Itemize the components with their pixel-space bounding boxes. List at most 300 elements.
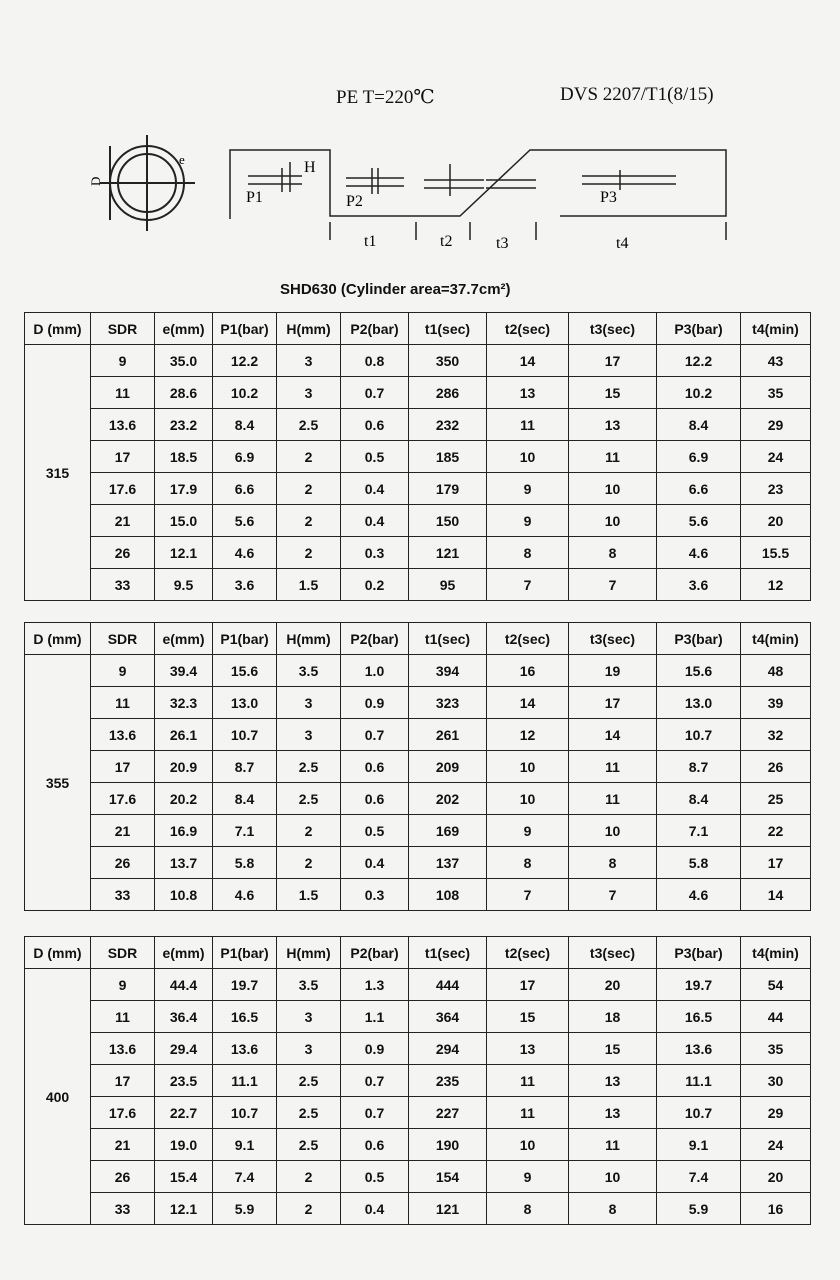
machine-subtitle: SHD630 (Cylinder area=37.7cm²) (280, 281, 511, 298)
p1-label: P1 (246, 189, 263, 206)
t2-label: t2 (440, 233, 453, 250)
table-cell: 13 (487, 1033, 569, 1065)
table-cell: 1.3 (341, 969, 409, 1001)
table-cell: 7 (487, 879, 569, 911)
table-cell: 20 (741, 1161, 811, 1193)
table-cell: 54 (741, 969, 811, 1001)
table-cell: 16 (487, 655, 569, 687)
table-cell: 22.7 (155, 1097, 213, 1129)
table-row (25, 847, 811, 879)
table-cell: 3 (277, 719, 341, 751)
table-row (25, 505, 811, 537)
table-cell: 5.8 (213, 847, 277, 879)
table-row (25, 1001, 811, 1033)
table-cell: 13 (569, 1097, 657, 1129)
table-cell: 0.7 (341, 1097, 409, 1129)
table-cell: 29 (741, 409, 811, 441)
column-header: t3(sec) (569, 937, 657, 969)
table-cell: 36.4 (155, 1001, 213, 1033)
column-header: P3(bar) (657, 937, 741, 969)
column-header: SDR (91, 313, 155, 345)
table-cell: 16.5 (213, 1001, 277, 1033)
table-cell: 9 (487, 815, 569, 847)
table-cell: 15 (487, 1001, 569, 1033)
table-cell: 6.9 (657, 441, 741, 473)
table-cell: 190 (409, 1129, 487, 1161)
welding-cycle-diagram (0, 120, 840, 260)
table-cell: 11 (569, 751, 657, 783)
t4-label: t4 (616, 235, 629, 252)
table-cell: 3 (277, 1033, 341, 1065)
table-cell: 2.5 (277, 751, 341, 783)
table-cell: 2.5 (277, 783, 341, 815)
table-cell: 1.5 (277, 879, 341, 911)
table-row (25, 345, 811, 377)
table-cell: 108 (409, 879, 487, 911)
table-cell: 202 (409, 783, 487, 815)
table-cell: 26 (91, 537, 155, 569)
table-cell: 17 (741, 847, 811, 879)
table-row (25, 687, 811, 719)
data-table-1 (24, 312, 811, 601)
table-cell: 12.1 (155, 1193, 213, 1225)
table-cell: 8 (487, 537, 569, 569)
table-cell: 26.1 (155, 719, 213, 751)
table-cell: 10.2 (213, 377, 277, 409)
table-cell: 15.0 (155, 505, 213, 537)
column-header: t4(min) (741, 313, 811, 345)
column-header: P2(bar) (341, 937, 409, 969)
table-cell: 30 (741, 1065, 811, 1097)
table-cell: 35.0 (155, 345, 213, 377)
table-cell: 43 (741, 345, 811, 377)
column-header: D (mm) (25, 937, 91, 969)
table-cell: 33 (91, 569, 155, 601)
table-cell: 15 (569, 1033, 657, 1065)
table-cell: 13 (569, 1065, 657, 1097)
table-cell: 3 (277, 687, 341, 719)
table-cell: 5.6 (657, 505, 741, 537)
table-cell: 10 (569, 505, 657, 537)
column-header: P1(bar) (213, 623, 277, 655)
column-header: t1(sec) (409, 937, 487, 969)
table-cell: 3.5 (277, 655, 341, 687)
table-cell: 8.4 (657, 409, 741, 441)
table-cell: 23.2 (155, 409, 213, 441)
column-header: t3(sec) (569, 623, 657, 655)
table-cell: 9 (91, 969, 155, 1001)
table-cell: 20 (569, 969, 657, 1001)
table-row (25, 537, 811, 569)
table-cell: 9 (91, 655, 155, 687)
table-cell: 18.5 (155, 441, 213, 473)
table-cell: 0.7 (341, 377, 409, 409)
table-cell: 39.4 (155, 655, 213, 687)
table-cell: 10 (569, 815, 657, 847)
table-row (25, 441, 811, 473)
table-cell: 323 (409, 687, 487, 719)
table-cell: 15.6 (213, 655, 277, 687)
table-cell: 7.1 (657, 815, 741, 847)
column-header: P2(bar) (341, 623, 409, 655)
table-cell: 26 (91, 1161, 155, 1193)
standard-reference: DVS 2207/T1(8/15) (560, 84, 714, 105)
table-cell: 12.1 (155, 537, 213, 569)
table-cell: 17 (91, 441, 155, 473)
table-cell: 95 (409, 569, 487, 601)
table-cell: 0.7 (341, 719, 409, 751)
table-cell: 2 (277, 505, 341, 537)
table-cell: 150 (409, 505, 487, 537)
table-cell: 2 (277, 847, 341, 879)
table-cell: 10 (487, 751, 569, 783)
column-header: H(mm) (277, 623, 341, 655)
table-row (25, 1129, 811, 1161)
table-cell: 16 (741, 1193, 811, 1225)
table-cell: 8 (487, 1193, 569, 1225)
table-cell: 10 (487, 1129, 569, 1161)
table-cell: 394 (409, 655, 487, 687)
table-cell: 20.9 (155, 751, 213, 783)
table-cell: 10.7 (657, 719, 741, 751)
p3-symbol (582, 170, 676, 190)
table-cell: 20.2 (155, 783, 213, 815)
table-cell: 16.5 (657, 1001, 741, 1033)
table-cell: 35 (741, 377, 811, 409)
table-cell: 35 (741, 1033, 811, 1065)
column-header: t1(sec) (409, 313, 487, 345)
table-cell: 4.6 (657, 537, 741, 569)
table-cell: 8 (569, 537, 657, 569)
table-cell: 11 (91, 687, 155, 719)
table-row (25, 1193, 811, 1225)
table-cell: 10.7 (657, 1097, 741, 1129)
table-cell: 16.9 (155, 815, 213, 847)
table-row (25, 1097, 811, 1129)
table-cell: 17 (569, 687, 657, 719)
table-cell: 17.6 (91, 783, 155, 815)
table-cell: 11 (487, 1097, 569, 1129)
table-cell: 0.5 (341, 1161, 409, 1193)
table-cell: 2.5 (277, 1097, 341, 1129)
column-header: P2(bar) (341, 313, 409, 345)
table-cell: 23.5 (155, 1065, 213, 1097)
table-cell: 33 (91, 1193, 155, 1225)
column-header: P1(bar) (213, 313, 277, 345)
column-header: D (mm) (25, 313, 91, 345)
table-row (25, 569, 811, 601)
table-cell: 7.4 (213, 1161, 277, 1193)
table-cell: 2 (277, 441, 341, 473)
table-cell: 9 (487, 505, 569, 537)
table-cell: 227 (409, 1097, 487, 1129)
table-cell: 2 (277, 537, 341, 569)
table-cell: 15.5 (741, 537, 811, 569)
table-cell: 1.0 (341, 655, 409, 687)
table-cell: 33 (91, 879, 155, 911)
table-cell: 9 (487, 1161, 569, 1193)
column-header: e(mm) (155, 937, 213, 969)
table-cell: 22 (741, 815, 811, 847)
table-cell: 0.4 (341, 847, 409, 879)
column-header: SDR (91, 623, 155, 655)
table-cell: 9 (91, 345, 155, 377)
table-cell: 0.6 (341, 1129, 409, 1161)
diameter-label: D (88, 176, 103, 186)
table-cell: 12.2 (213, 345, 277, 377)
data-table-2 (24, 622, 811, 911)
table-cell: 2 (277, 815, 341, 847)
table-cell: 4.6 (213, 537, 277, 569)
diameter-cell: 400 (25, 969, 91, 1225)
table-cell: 8.4 (213, 783, 277, 815)
column-header: SDR (91, 937, 155, 969)
table-cell: 14 (741, 879, 811, 911)
table-cell: 8.4 (213, 409, 277, 441)
table-cell: 7.4 (657, 1161, 741, 1193)
table-cell: 286 (409, 377, 487, 409)
table-cell: 121 (409, 1193, 487, 1225)
table-cell: 0.8 (341, 345, 409, 377)
table-cell: 2.5 (277, 409, 341, 441)
table-cell: 8.7 (657, 751, 741, 783)
table-cell: 10.8 (155, 879, 213, 911)
table-cell: 0.6 (341, 783, 409, 815)
table-cell: 25 (741, 783, 811, 815)
table-cell: 11.1 (213, 1065, 277, 1097)
table-row (25, 1065, 811, 1097)
table-cell: 19.7 (657, 969, 741, 1001)
column-header: t2(sec) (487, 313, 569, 345)
table-cell: 0.3 (341, 879, 409, 911)
p2-label: P2 (346, 193, 363, 210)
column-header: e(mm) (155, 313, 213, 345)
table-cell: 9.5 (155, 569, 213, 601)
table-cell: 0.5 (341, 815, 409, 847)
table-cell: 8.7 (213, 751, 277, 783)
table-cell: 6.6 (657, 473, 741, 505)
table-cell: 121 (409, 537, 487, 569)
table-cell: 3 (277, 377, 341, 409)
table-cell: 2.5 (277, 1065, 341, 1097)
table-cell: 1.5 (277, 569, 341, 601)
table-cell: 0.5 (341, 441, 409, 473)
t2-symbol (424, 164, 484, 196)
table-row (25, 1161, 811, 1193)
table-cell: 5.8 (657, 847, 741, 879)
table-row (25, 969, 811, 1001)
table-cell: 2.5 (277, 1129, 341, 1161)
table-row (25, 783, 811, 815)
table-cell: 9.1 (657, 1129, 741, 1161)
table-cell: 18 (569, 1001, 657, 1033)
table-cell: 17 (487, 969, 569, 1001)
table-cell: 21 (91, 505, 155, 537)
table-cell: 11 (569, 441, 657, 473)
diameter-cell: 355 (25, 655, 91, 911)
table-cell: 209 (409, 751, 487, 783)
table-cell: 6.6 (213, 473, 277, 505)
p2-symbol (346, 168, 404, 194)
table-cell: 17.6 (91, 473, 155, 505)
table-cell: 444 (409, 969, 487, 1001)
column-header: t4(min) (741, 623, 811, 655)
time-ticks (330, 222, 726, 240)
column-header: t2(sec) (487, 623, 569, 655)
table-cell: 12 (741, 569, 811, 601)
h-label: H (304, 159, 316, 176)
column-header: P3(bar) (657, 313, 741, 345)
table-cell: 7.1 (213, 815, 277, 847)
column-header: t2(sec) (487, 937, 569, 969)
table-cell: 10 (569, 473, 657, 505)
table-cell: 48 (741, 655, 811, 687)
p1-symbol (248, 162, 302, 192)
table-cell: 10.7 (213, 719, 277, 751)
table-cell: 3.6 (213, 569, 277, 601)
table-cell: 169 (409, 815, 487, 847)
table-cell: 0.7 (341, 1065, 409, 1097)
table-cell: 13.6 (213, 1033, 277, 1065)
table-cell: 5.9 (657, 1193, 741, 1225)
table-cell: 20 (741, 505, 811, 537)
table-cell: 2 (277, 1193, 341, 1225)
table-cell: 13.6 (657, 1033, 741, 1065)
table-cell: 11 (91, 1001, 155, 1033)
table-cell: 26 (91, 847, 155, 879)
table-cell: 261 (409, 719, 487, 751)
table-cell: 24 (741, 441, 811, 473)
table-header-row (25, 313, 811, 345)
table-cell: 0.6 (341, 409, 409, 441)
table-cell: 11 (91, 377, 155, 409)
table-cell: 8.4 (657, 783, 741, 815)
table-cell: 39 (741, 687, 811, 719)
column-header: H(mm) (277, 313, 341, 345)
table-header-row (25, 937, 811, 969)
table-cell: 23 (741, 473, 811, 505)
table-cell: 10 (487, 441, 569, 473)
column-header: e(mm) (155, 623, 213, 655)
table-cell: 10.2 (657, 377, 741, 409)
table-cell: 2 (277, 1161, 341, 1193)
table-cell: 5.6 (213, 505, 277, 537)
table-cell: 364 (409, 1001, 487, 1033)
table-cell: 3.6 (657, 569, 741, 601)
table-cell: 11 (487, 409, 569, 441)
t3-label: t3 (496, 235, 509, 252)
table-cell: 0.4 (341, 473, 409, 505)
table-cell: 21 (91, 815, 155, 847)
diameter-cell: 315 (25, 345, 91, 601)
table-cell: 10.7 (213, 1097, 277, 1129)
table-cell: 12 (487, 719, 569, 751)
table-cell: 21 (91, 1129, 155, 1161)
table-cell: 10 (487, 783, 569, 815)
column-header: t3(sec) (569, 313, 657, 345)
table-cell: 14 (569, 719, 657, 751)
table-cell: 8 (569, 1193, 657, 1225)
column-header: t4(min) (741, 937, 811, 969)
table-cell: 12.2 (657, 345, 741, 377)
table-cell: 6.9 (213, 441, 277, 473)
table-cell: 13 (487, 377, 569, 409)
table-row (25, 655, 811, 687)
table-cell: 13.0 (213, 687, 277, 719)
table-cell: 7 (569, 569, 657, 601)
material-temperature: PE T=220℃ (336, 87, 435, 108)
table-cell: 137 (409, 847, 487, 879)
table-cell: 0.4 (341, 505, 409, 537)
table-cell: 7 (569, 879, 657, 911)
table-cell: 9 (487, 473, 569, 505)
table-cell: 13.6 (91, 1033, 155, 1065)
table-cell: 0.9 (341, 1033, 409, 1065)
table-cell: 11 (569, 783, 657, 815)
table-cell: 14 (487, 687, 569, 719)
table-cell: 13.6 (91, 409, 155, 441)
table-cell: 19.0 (155, 1129, 213, 1161)
table-cell: 28.6 (155, 377, 213, 409)
p3-label: P3 (600, 189, 617, 206)
table-cell: 44.4 (155, 969, 213, 1001)
table-cell: 11 (569, 1129, 657, 1161)
table-cell: 0.4 (341, 1193, 409, 1225)
table-cell: 24 (741, 1129, 811, 1161)
table-cell: 32 (741, 719, 811, 751)
table-cell: 14 (487, 345, 569, 377)
pipe-cross-section-icon (100, 135, 195, 231)
table-cell: 11 (487, 1065, 569, 1097)
table-cell: 350 (409, 345, 487, 377)
table-cell: 7 (487, 569, 569, 601)
table-row (25, 473, 811, 505)
table-cell: 0.6 (341, 751, 409, 783)
table-cell: 29 (741, 1097, 811, 1129)
table-cell: 17.6 (91, 1097, 155, 1129)
column-header: P1(bar) (213, 937, 277, 969)
table-row (25, 751, 811, 783)
table-cell: 13.7 (155, 847, 213, 879)
table-cell: 17 (91, 1065, 155, 1097)
wall-thickness-label: e (179, 152, 185, 167)
table-cell: 232 (409, 409, 487, 441)
table-cell: 26 (741, 751, 811, 783)
table-cell: 13.6 (91, 719, 155, 751)
column-header: D (mm) (25, 623, 91, 655)
table-cell: 0.3 (341, 537, 409, 569)
table-cell: 13 (569, 409, 657, 441)
table-row (25, 377, 811, 409)
table-cell: 3 (277, 1001, 341, 1033)
t1-label: t1 (364, 233, 377, 250)
table-cell: 17 (569, 345, 657, 377)
table-row (25, 409, 811, 441)
table-cell: 0.9 (341, 687, 409, 719)
table-row (25, 1033, 811, 1065)
table-cell: 15.4 (155, 1161, 213, 1193)
table-cell: 5.9 (213, 1193, 277, 1225)
table-cell: 44 (741, 1001, 811, 1033)
table-cell: 19.7 (213, 969, 277, 1001)
column-header: H(mm) (277, 937, 341, 969)
table-cell: 11.1 (657, 1065, 741, 1097)
column-header: P3(bar) (657, 623, 741, 655)
table-cell: 17 (91, 751, 155, 783)
table-cell: 3.5 (277, 969, 341, 1001)
table-cell: 0.2 (341, 569, 409, 601)
table-cell: 1.1 (341, 1001, 409, 1033)
